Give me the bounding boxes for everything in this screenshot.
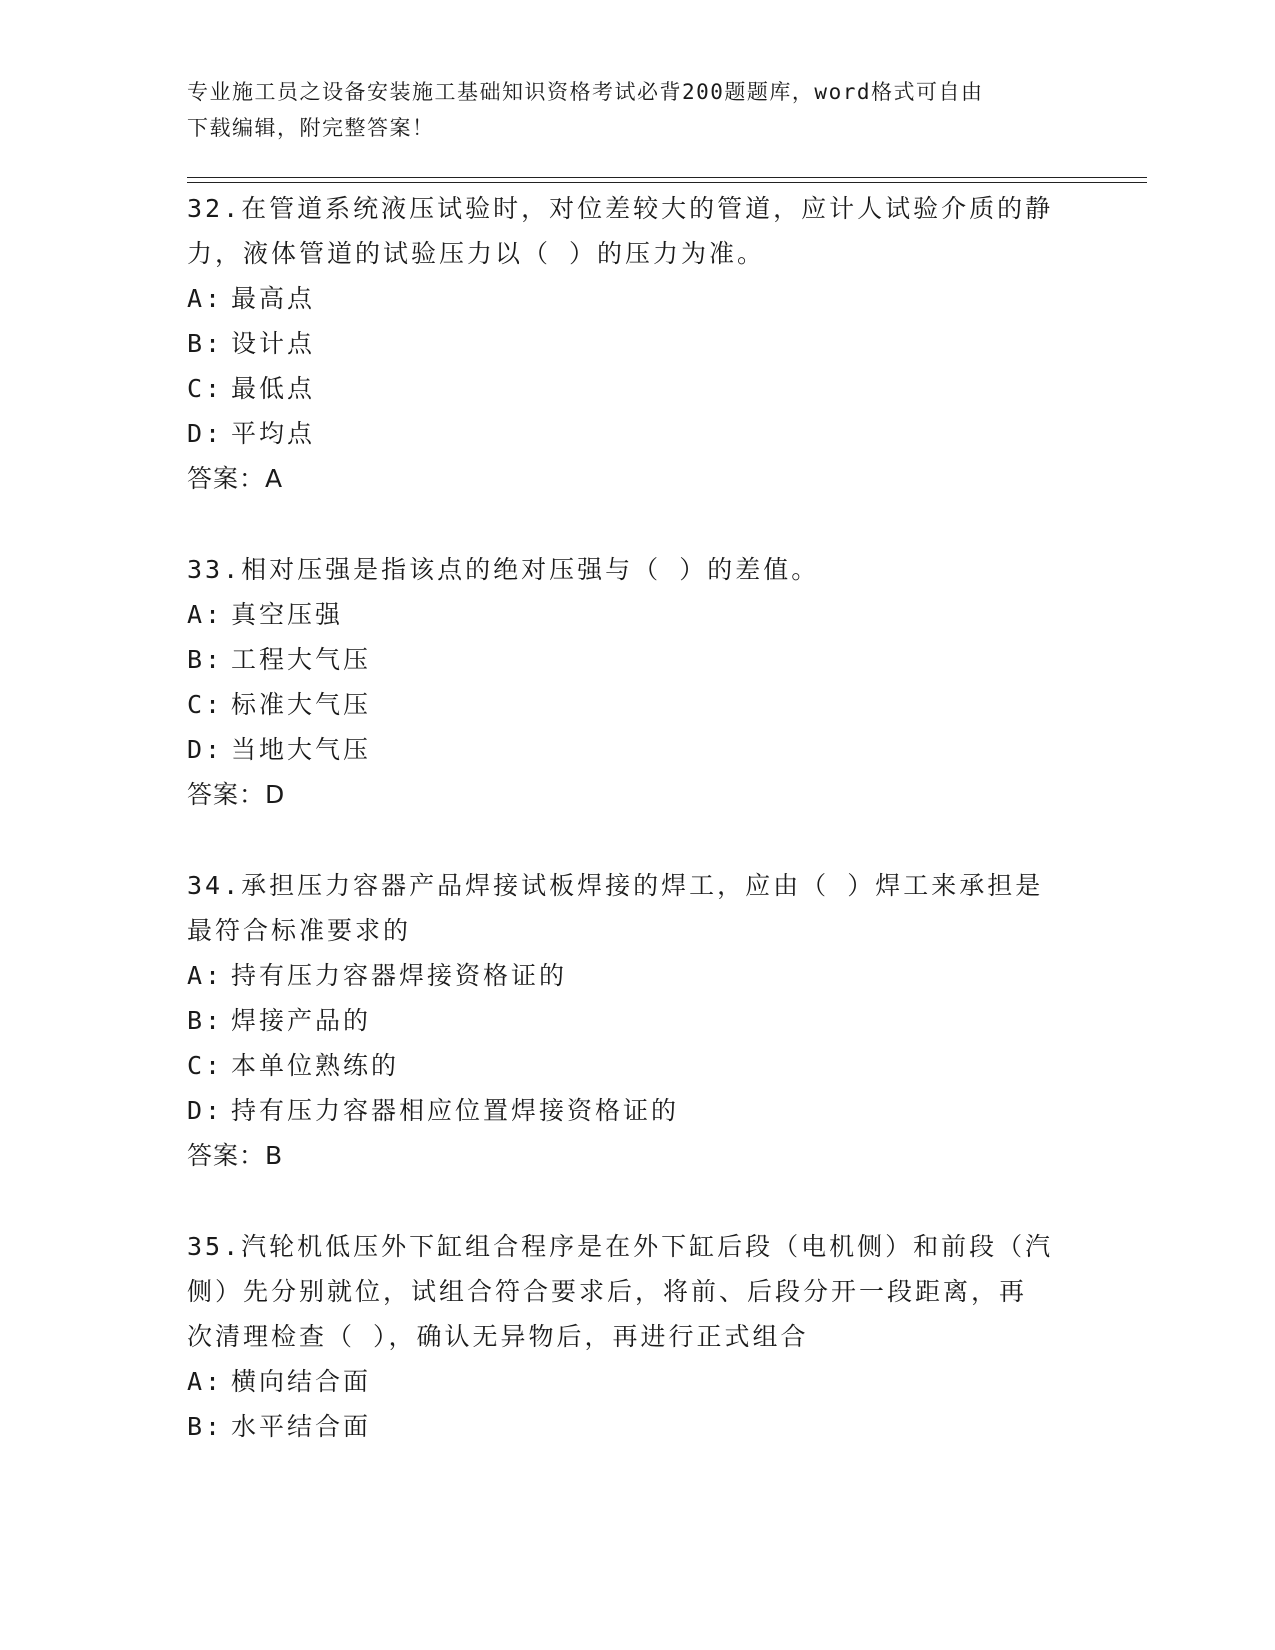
option-key: C:: [187, 374, 224, 403]
option-text: 持有压力容器焊接资格证的: [231, 961, 568, 990]
option-text: 当地大气压: [231, 735, 372, 764]
question-stem-line: 32.在管道系统液压试验时，对位差较大的管道，应计人试验介质的静: [187, 194, 1054, 223]
answer-option: [187, 727, 1087, 772]
option-key: A:: [187, 284, 224, 313]
option-key: C:: [187, 1051, 224, 1080]
answer-option: [187, 1088, 1087, 1133]
question-stem-line: 最符合标准要求的: [187, 916, 412, 945]
answer-option: [187, 592, 1087, 637]
option-text: 水平结合面: [231, 1412, 372, 1441]
option-text: 本单位熟练的: [231, 1051, 400, 1080]
question-spacer: [187, 817, 1087, 863]
option-text: 最高点: [231, 284, 316, 313]
answer-option: [187, 411, 1087, 456]
document-header: [187, 74, 1087, 146]
answer-option: [187, 998, 1087, 1043]
answer-option: [187, 1043, 1087, 1088]
option-text: 最低点: [231, 374, 316, 403]
answer-line: 答案：A: [187, 464, 284, 493]
answer-option: [187, 276, 1087, 321]
question-stem-line: 侧）先分别就位，试组合符合要求后，将前、后段分开一段距离，再: [187, 1277, 1028, 1306]
option-text: 真空压强: [231, 600, 344, 629]
question-spacer: [187, 1178, 1087, 1224]
header-line-1: 专业施工员之设备安装施工基础知识资格考试必背200题题库，word格式可自由: [187, 80, 984, 104]
option-text: 工程大气压: [231, 645, 372, 674]
header-divider-top: [187, 177, 1147, 178]
answer-option: [187, 1359, 1087, 1404]
option-key: A:: [187, 961, 224, 990]
answer-option: [187, 321, 1087, 366]
answer-option: [187, 682, 1087, 727]
answer-option: [187, 1404, 1087, 1449]
question-list: [187, 186, 1087, 1449]
question-stem-line: 34.承担压力容器产品焊接试板焊接的焊工，应由（ ）焊工来承担是: [187, 871, 1044, 900]
question-block: [187, 1224, 1087, 1449]
question-stem-line: 33.相对压强是指该点的绝对压强与（ ）的差值。: [187, 555, 820, 584]
option-text: 设计点: [231, 329, 316, 358]
option-text: 持有压力容器相应位置焊接资格证的: [231, 1096, 680, 1125]
question-block: [187, 186, 1087, 501]
question-block: [187, 863, 1087, 1178]
option-text: 焊接产品的: [231, 1006, 372, 1035]
answer-line: 答案：D: [187, 780, 286, 809]
question-stem-line: 力，液体管道的试验压力以（ ）的压力为准。: [187, 239, 766, 268]
option-key: A:: [187, 1367, 224, 1396]
option-key: D:: [187, 1096, 224, 1125]
option-text: 平均点: [231, 419, 316, 448]
option-key: B:: [187, 645, 224, 674]
answer-line: 答案：B: [187, 1141, 284, 1170]
option-key: D:: [187, 735, 224, 764]
question-spacer: [187, 501, 1087, 547]
option-key: B:: [187, 329, 224, 358]
option-text: 标准大气压: [231, 690, 372, 719]
option-text: 横向结合面: [231, 1367, 372, 1396]
header-divider-bottom: [187, 182, 1147, 183]
question-stem-line: 次清理检查（ ），确认无异物后，再进行正式组合: [187, 1322, 809, 1351]
option-key: C:: [187, 690, 224, 719]
answer-option: [187, 953, 1087, 998]
header-line-2: 下载编辑，附完整答案！: [187, 116, 435, 140]
option-key: B:: [187, 1006, 224, 1035]
option-key: D:: [187, 419, 224, 448]
option-key: B:: [187, 1412, 224, 1441]
question-block: [187, 547, 1087, 817]
answer-option: [187, 637, 1087, 682]
option-key: A:: [187, 600, 224, 629]
answer-option: [187, 366, 1087, 411]
question-stem-line: 35.汽轮机低压外下缸组合程序是在外下缸后段（电机侧）和前段（汽: [187, 1232, 1054, 1261]
